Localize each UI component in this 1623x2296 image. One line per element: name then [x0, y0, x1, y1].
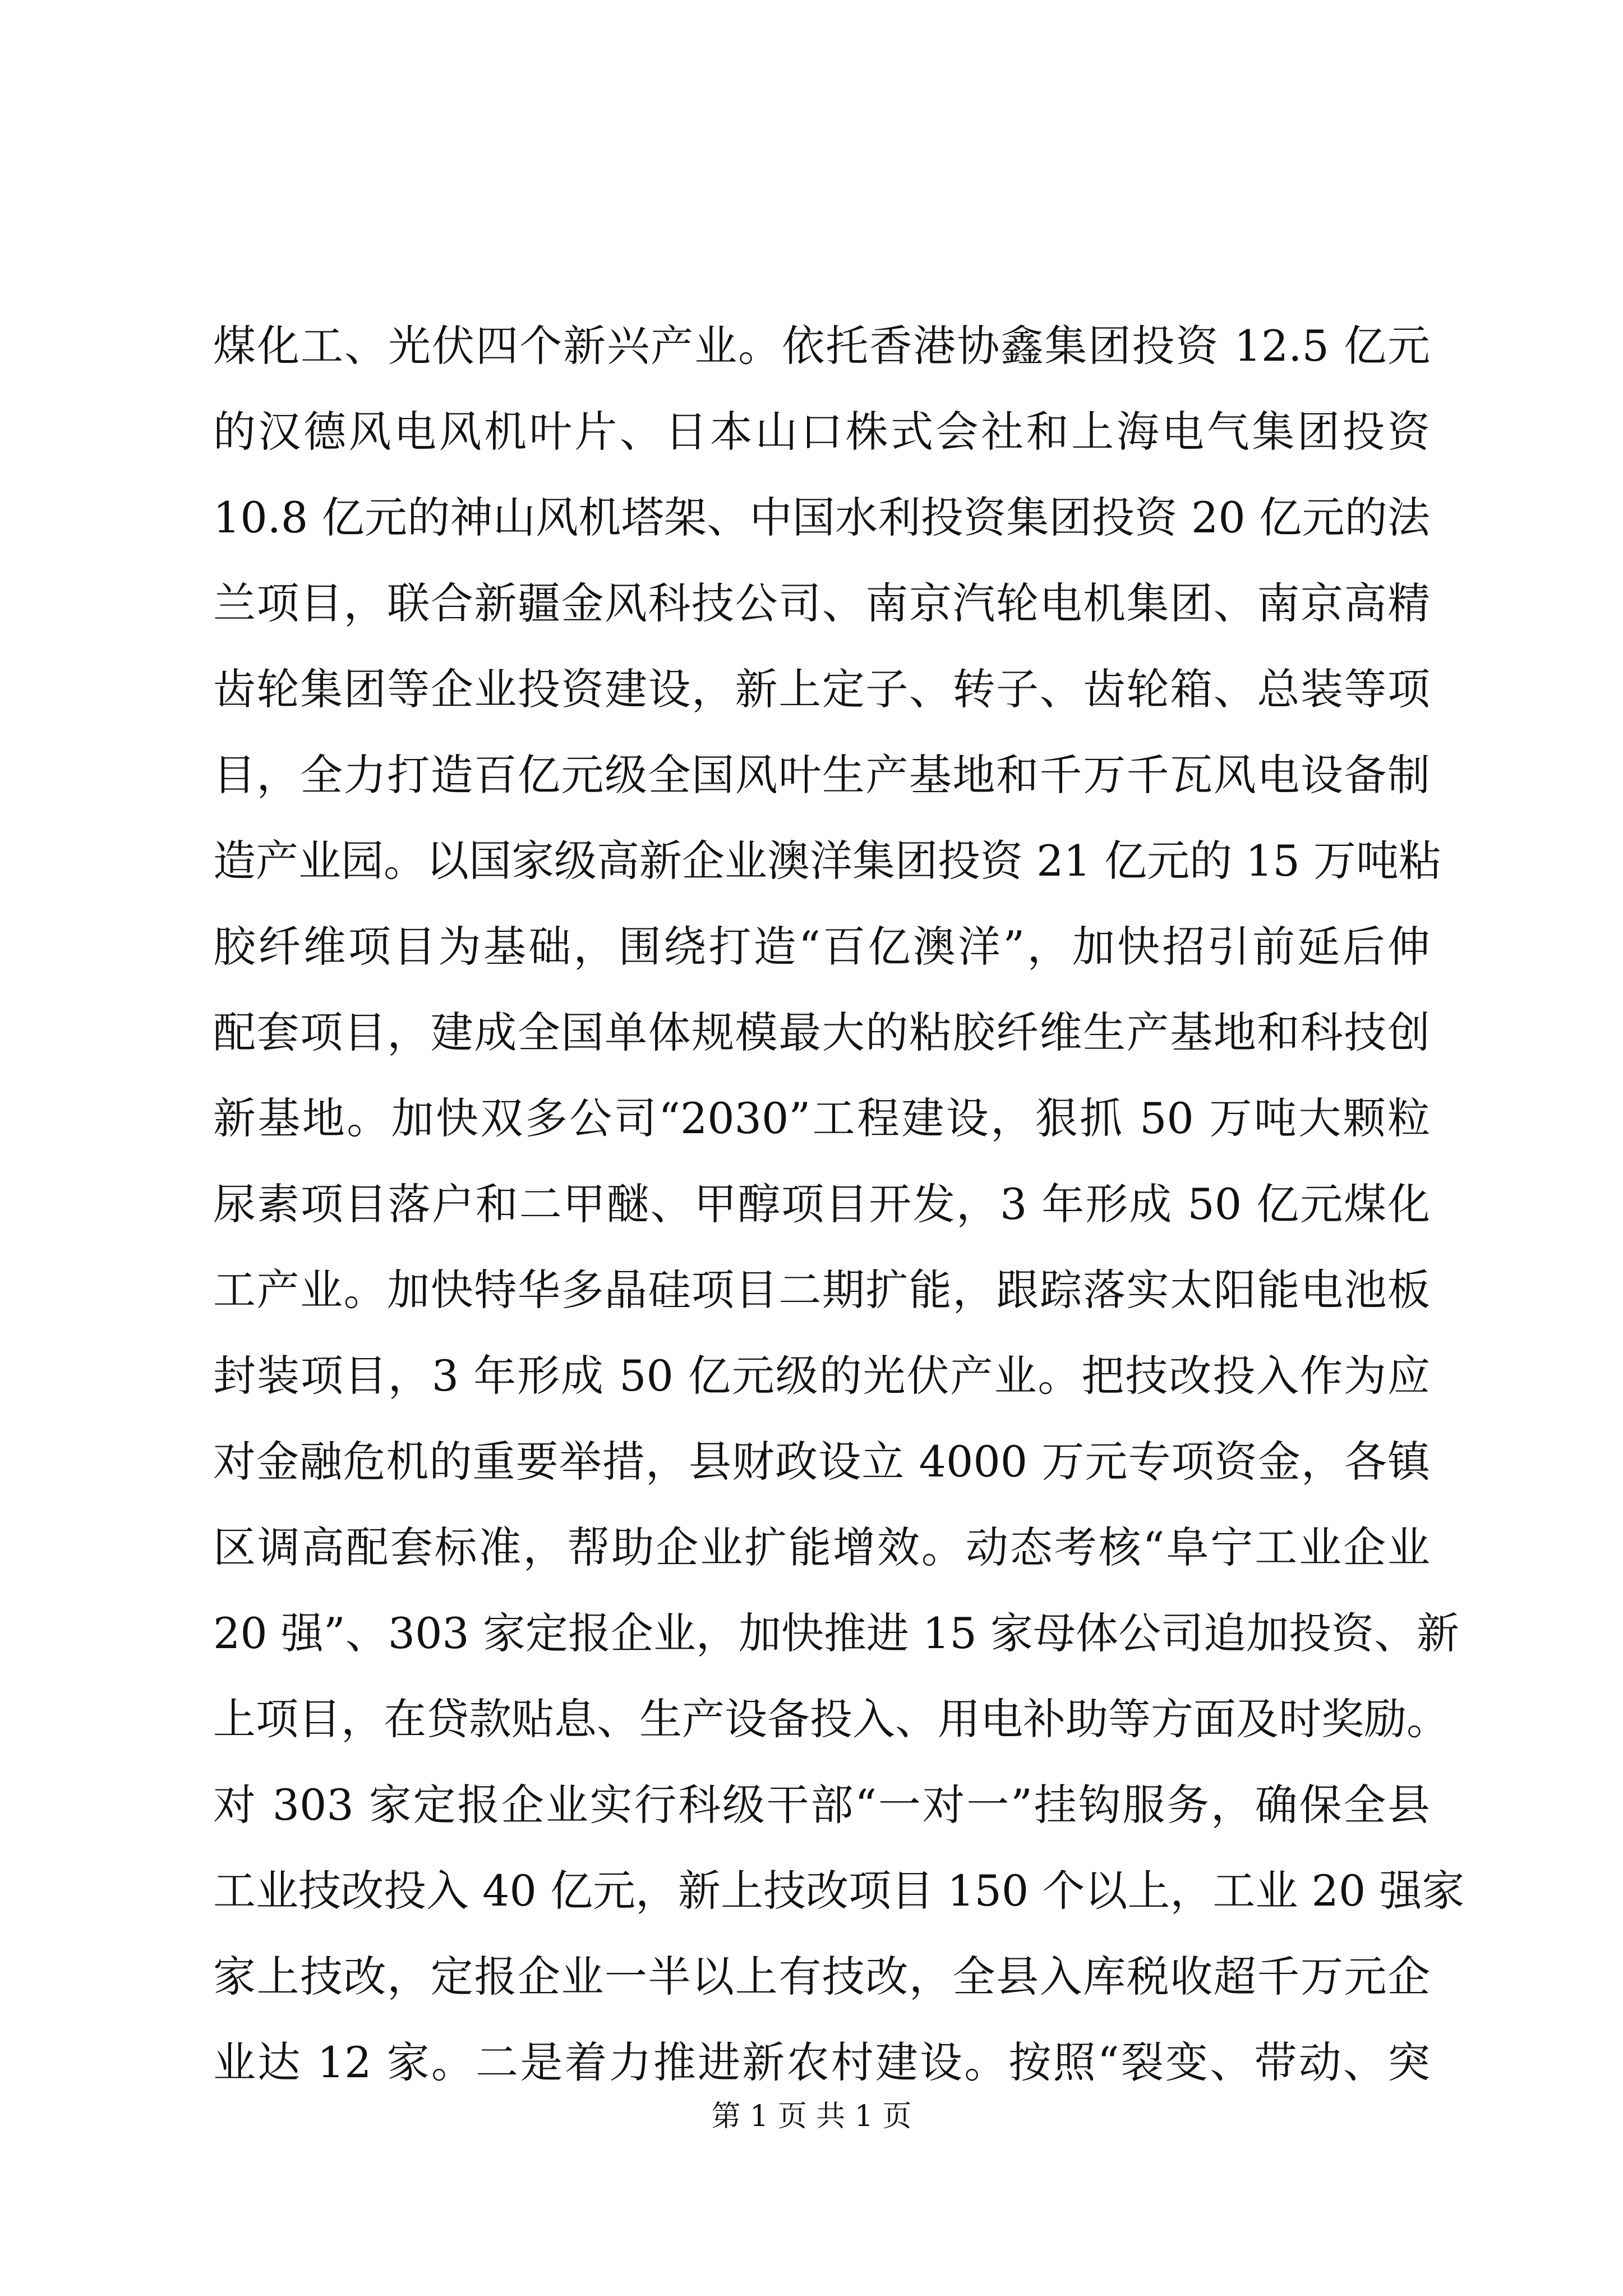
text-line: 齿轮集团等企业投资建设，新上定子、转子、齿轮箱、总装等项 [213, 664, 1430, 714]
text-line: 上项目，在贷款贴息、生产设备投入、用电补助等方面及时奖励。 [213, 1694, 1449, 1744]
text-line: 兰项目，联合新疆金风科技公司、南京汽轮电机集团、南京高精 [213, 578, 1430, 628]
text-line: 工业技改投入 40 亿元，新上技改项目 150 个以上，工业 20 强家 [213, 1866, 1465, 1916]
text-line: 10.8 亿元的神山风机塔架、中国水利投资集团投资 20 亿元的法 [213, 493, 1430, 542]
text-line: 配套项目，建成全国单体规模最大的粘胶纤维生产基地和科技创 [213, 1007, 1430, 1057]
text-line: 煤化工、光伏四个新兴产业。依托香港协鑫集团投资 12.5 亿元 [213, 321, 1430, 371]
text-line: 胶纤维项目为基础，围绕打造“百亿澳洋”，加快招引前延后伸 [213, 922, 1430, 972]
text-line: 尿素项目落户和二甲醚、甲醇项目开发，3 年形成 50 亿元煤化 [213, 1179, 1430, 1229]
text-line: 工产业。加快特华多晶硅项目二期扩能，跟踪落实太阳能电池板 [213, 1265, 1430, 1315]
text-line: 业达 12 家。二是着力推进新农村建设。按照“裂变、带动、突 [213, 2037, 1430, 2087]
text-line: 家上技改，定报企业一半以上有技改，全县入库税收超千万元企 [213, 1952, 1430, 2001]
text-line: 区调高配套标准，帮助企业扩能增效。动态考核“阜宁工业企业 [213, 1522, 1430, 1572]
text-line: 封装项目，3 年形成 50 亿元级的光伏产业。把技改投入作为应 [213, 1351, 1430, 1401]
text-line: 对 303 家定报企业实行科级干部“一对一”挂钩服务，确保全县 [213, 1780, 1430, 1830]
text-line: 的汉德风电风机叶片、日本山口株式会社和上海电气集团投资 [213, 407, 1430, 457]
body-text [213, 303, 1465, 2105]
text-line: 20 强”、303 家定报企业，加快推进 15 家母体公司追加投资、新 [213, 1608, 1459, 1658]
text-line: 目，全力打造百亿元级全国风叶生产基地和千万千瓦风电设备制 [213, 750, 1430, 800]
page-footer: 第 1 页 共 1 页 [711, 2100, 912, 2133]
text-line: 对金融危机的重要举措，县财政设立 4000 万元专项资金，各镇 [213, 1437, 1430, 1487]
text-line: 新基地。加快双多公司“2030”工程建设，狠抓 50 万吨大颗粒 [213, 1093, 1430, 1143]
text-line: 造产业园。以国家级高新企业澳洋集团投资 21 亿元的 15 万吨粘 [213, 836, 1442, 886]
